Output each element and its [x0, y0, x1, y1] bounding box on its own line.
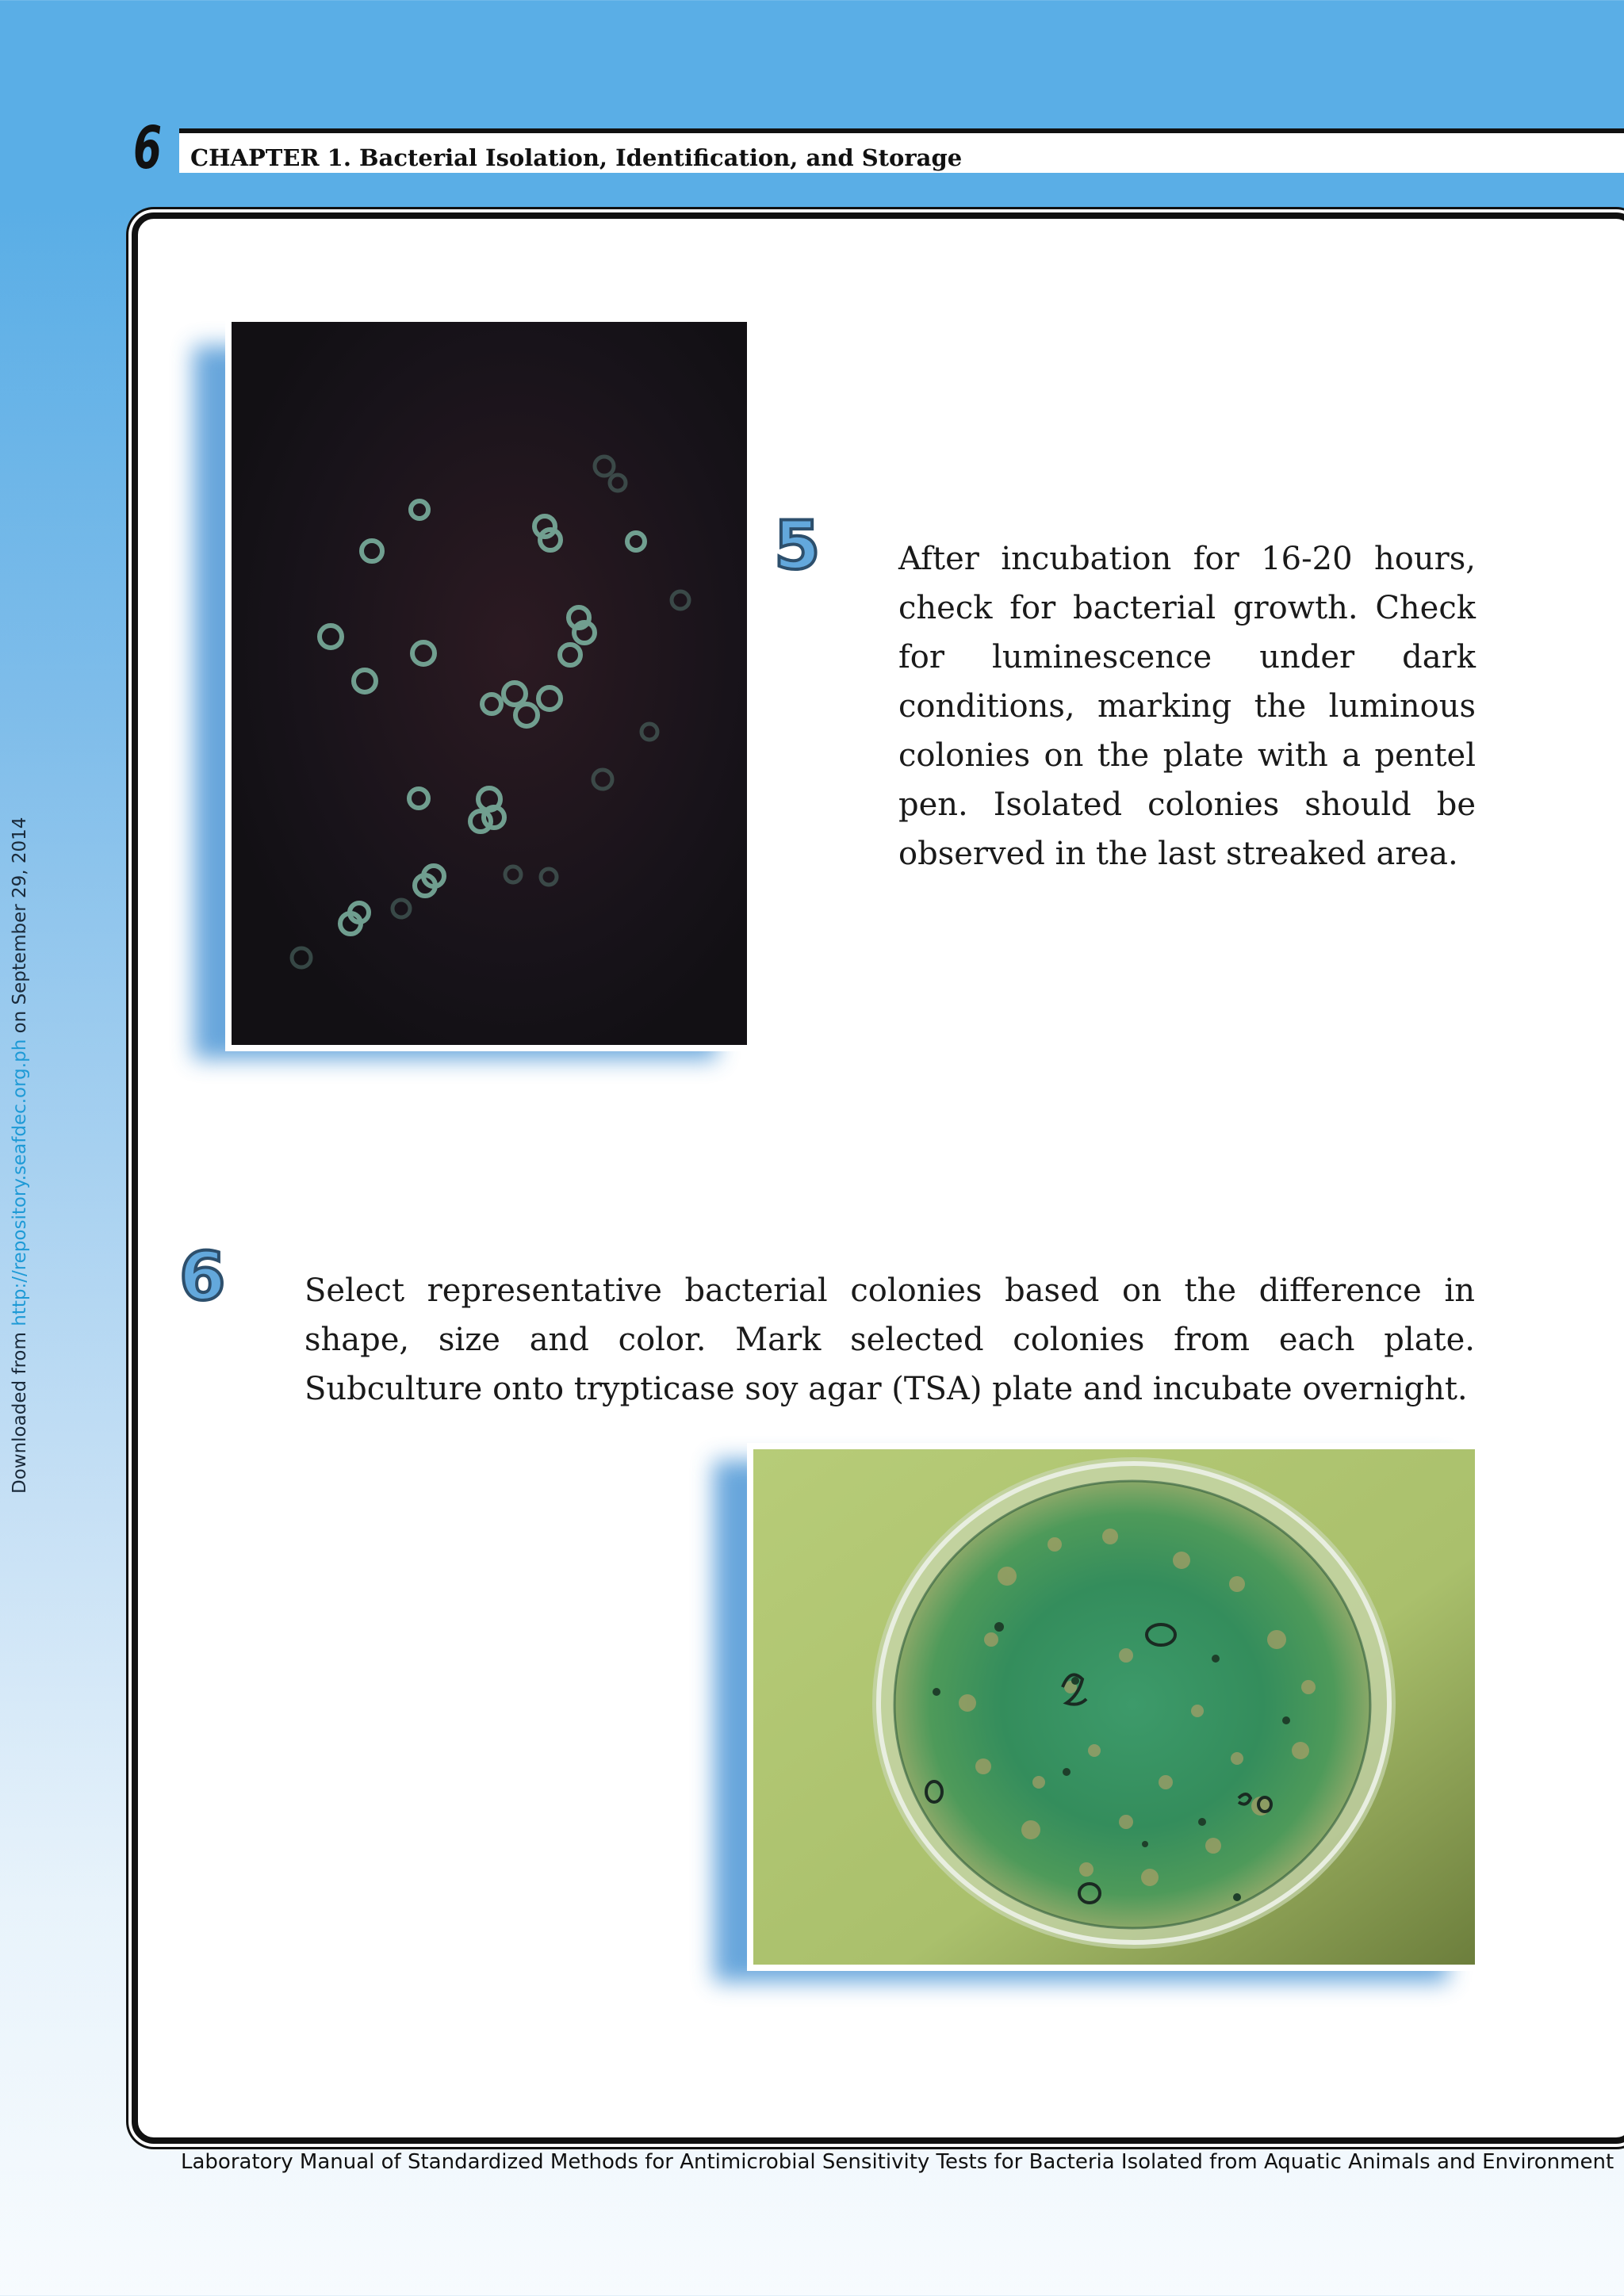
tsa-plate-image — [753, 1449, 1475, 1965]
step-6-text: Select representative bacterial colonies based on the difference in shape, size and color. Mark selected colonies from each plate. Subculture onto trypticase soy agar (TSA) plate and incubate overnight. — [304, 1272, 1475, 1407]
step-6-number: 6 — [179, 1238, 226, 1315]
credit-prefix: Downloaded from — [10, 1326, 30, 1494]
luminescent-colonies-image — [232, 322, 747, 1045]
chapter-header — [179, 128, 1624, 173]
chapter-title: CHAPTER 1. Bacterial Isolation, Identification, and Storage — [190, 144, 963, 171]
credit-suffix: on September 29, 2014 — [10, 817, 30, 1039]
step-5-text: After incubation for 16-20 hours, check for bacterial growth. Check for luminescence under dark conditions, marking the luminous colonies on the plate with a pentel pen. Isolated colonies should be observed in the last streaked area. — [898, 541, 1476, 872]
download-credit — [10, 817, 30, 1494]
repository-link[interactable]: http://repository.seafdec.org.ph — [10, 1039, 30, 1326]
footer-text: Laboratory Manual of Standardized Methods for Antimicrobial Sensitivity Tests for Bacteria Isolated from Aquatic Animals and Environment — [181, 2150, 1614, 2174]
luminescent-colonies-photo — [225, 316, 753, 1051]
step-5-number: 5 — [774, 507, 821, 584]
page-number: 6 — [133, 114, 163, 182]
tsa-plate-photo — [747, 1443, 1481, 1971]
